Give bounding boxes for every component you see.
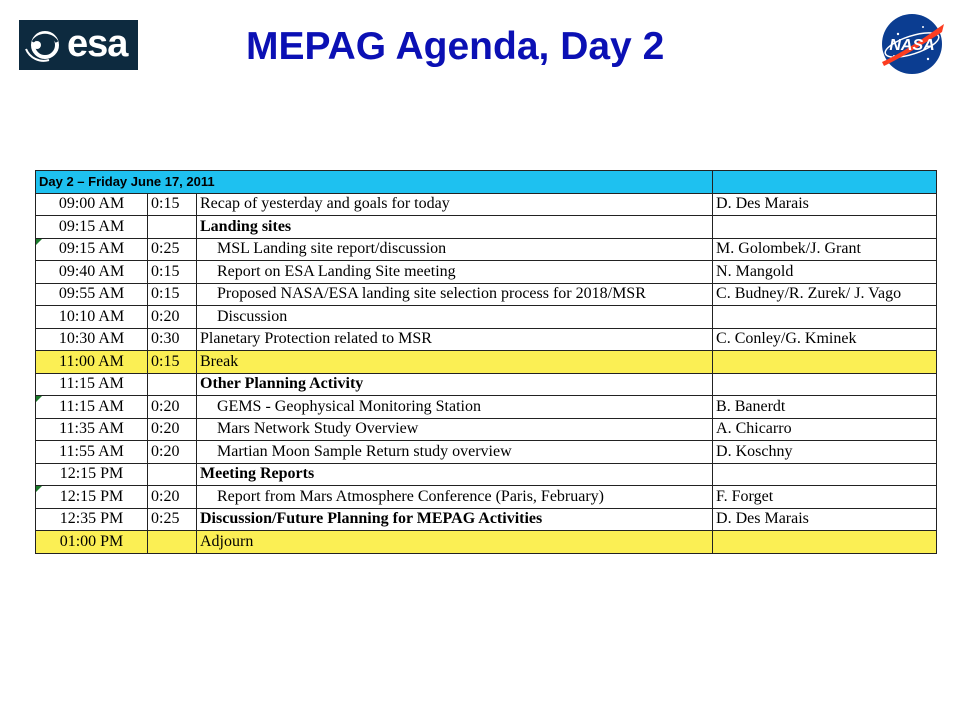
agenda-time-text: 09:00 AM: [58, 195, 125, 213]
agenda-duration: 0:20: [148, 306, 197, 329]
page-title: MEPAG Agenda, Day 2: [246, 25, 665, 68]
agenda-row: [36, 463, 937, 486]
agenda-topic: MSL Landing site report/discussion: [197, 238, 713, 261]
comment-marker-icon: [36, 486, 42, 492]
agenda-time: [36, 328, 148, 351]
agenda-speaker: [713, 463, 937, 486]
agenda-duration: 0:20: [148, 441, 197, 464]
agenda-time-text: 09:15 AM: [58, 240, 125, 258]
comment-marker-icon: [36, 396, 42, 402]
agenda-duration: [148, 531, 197, 554]
agenda-speaker: B. Banerdt: [713, 396, 937, 419]
nasa-meatball-icon: [876, 12, 948, 76]
agenda-topic: Martian Moon Sample Return study overview: [197, 441, 713, 464]
agenda-duration: 0:15: [148, 283, 197, 306]
agenda-duration: 0:15: [148, 193, 197, 216]
agenda-row: [36, 261, 937, 284]
agenda-topic: Planetary Protection related to MSR: [197, 328, 713, 351]
agenda-row: [36, 306, 937, 329]
agenda-speaker: D. Des Marais: [713, 508, 937, 531]
agenda-topic: Adjourn: [197, 531, 713, 554]
agenda-speaker: C. Conley/G. Kminek: [713, 328, 937, 351]
agenda-time-text: 11:15 AM: [59, 375, 124, 393]
agenda-duration: 0:15: [148, 351, 197, 374]
agenda-topic: Break: [197, 351, 713, 374]
agenda-time: [36, 396, 148, 419]
agenda-duration: 0:20: [148, 486, 197, 509]
agenda-topic: Meeting Reports: [197, 463, 713, 486]
agenda-time: [36, 418, 148, 441]
agenda-day-header: Day 2 – Friday June 17, 2011: [36, 171, 713, 194]
agenda-speaker: [713, 306, 937, 329]
agenda-row: [36, 486, 937, 509]
agenda-duration: 0:25: [148, 238, 197, 261]
agenda-duration: [148, 373, 197, 396]
agenda-duration: 0:20: [148, 418, 197, 441]
agenda-speaker: [713, 216, 937, 239]
agenda-row: [36, 396, 937, 419]
agenda-time-text: 01:00 PM: [59, 532, 124, 550]
agenda-time-text: 12:15 PM: [59, 487, 124, 505]
agenda-day-header-blank: [713, 171, 937, 194]
agenda-speaker: C. Budney/R. Zurek/ J. Vago: [713, 283, 937, 306]
agenda-time: [36, 283, 148, 306]
agenda-time: [36, 261, 148, 284]
agenda-topic: Report from Mars Atmosphere Conference (Paris, February): [197, 486, 713, 509]
agenda-time-text: 11:00 AM: [59, 352, 124, 370]
agenda-row: [36, 283, 937, 306]
agenda-row: [36, 508, 937, 531]
agenda-time: [36, 508, 148, 531]
agenda-table: [35, 170, 937, 554]
agenda-row: [36, 531, 937, 554]
agenda-row: [36, 193, 937, 216]
agenda-time-text: 10:30 AM: [58, 330, 125, 348]
agenda-time-text: 10:10 AM: [58, 307, 125, 325]
agenda-time-text: 11:15 AM: [59, 397, 124, 415]
agenda-time: [36, 531, 148, 554]
agenda-row: [36, 238, 937, 261]
agenda-duration: 0:30: [148, 328, 197, 351]
agenda-topic: Report on ESA Landing Site meeting: [197, 261, 713, 284]
agenda-duration: [148, 216, 197, 239]
agenda-row: [36, 441, 937, 464]
agenda-row: [36, 328, 937, 351]
agenda-time: [36, 441, 148, 464]
agenda-time: [36, 486, 148, 509]
agenda-time-text: 12:35 PM: [59, 510, 124, 528]
agenda-time-text: 12:15 PM: [59, 465, 124, 483]
agenda-duration: 0:20: [148, 396, 197, 419]
agenda-topic: Discussion: [197, 306, 713, 329]
agenda-time-text: 09:40 AM: [58, 262, 125, 280]
agenda-speaker: M. Golombek/J. Grant: [713, 238, 937, 261]
agenda-topic: Discussion/Future Planning for MEPAG Activities: [197, 508, 713, 531]
agenda-speaker: [713, 351, 937, 374]
agenda-time: [36, 193, 148, 216]
agenda-time-text: 11:55 AM: [59, 442, 124, 460]
agenda-duration: 0:15: [148, 261, 197, 284]
agenda-topic: Other Planning Activity: [197, 373, 713, 396]
agenda-speaker: F. Forget: [713, 486, 937, 509]
agenda-time-text: 09:15 AM: [58, 217, 125, 235]
agenda-day-header-row: [36, 171, 937, 194]
agenda-speaker: A. Chicarro: [713, 418, 937, 441]
agenda-row: [36, 216, 937, 239]
agenda-time: [36, 216, 148, 239]
agenda-row: [36, 373, 937, 396]
agenda-duration: 0:25: [148, 508, 197, 531]
agenda-time: [36, 238, 148, 261]
nasa-logo: [876, 12, 948, 76]
agenda-topic: Mars Network Study Overview: [197, 418, 713, 441]
agenda-time: [36, 463, 148, 486]
agenda-time: [36, 306, 148, 329]
nasa-logo-text: NASA: [889, 37, 935, 54]
esa-logo: [19, 20, 138, 70]
agenda-topic: GEMS - Geophysical Monitoring Station: [197, 396, 713, 419]
agenda-time: [36, 373, 148, 396]
agenda-duration: [148, 463, 197, 486]
comment-marker-icon: [36, 239, 42, 245]
agenda-row: [36, 351, 937, 374]
agenda-speaker: N. Mangold: [713, 261, 937, 284]
agenda-topic: Proposed NASA/ESA landing site selection process for 2018/MSR: [197, 283, 713, 306]
agenda-time-text: 09:55 AM: [58, 285, 125, 303]
agenda-speaker: [713, 373, 937, 396]
agenda-row: [36, 418, 937, 441]
agenda-speaker: D. Koschny: [713, 441, 937, 464]
agenda-speaker: D. Des Marais: [713, 193, 937, 216]
agenda-topic: Landing sites: [197, 216, 713, 239]
agenda-time: [36, 351, 148, 374]
agenda-topic: Recap of yesterday and goals for today: [197, 193, 713, 216]
esa-logo-text: esa: [67, 23, 128, 65]
agenda-speaker: [713, 531, 937, 554]
agenda-time-text: 11:35 AM: [59, 420, 124, 438]
